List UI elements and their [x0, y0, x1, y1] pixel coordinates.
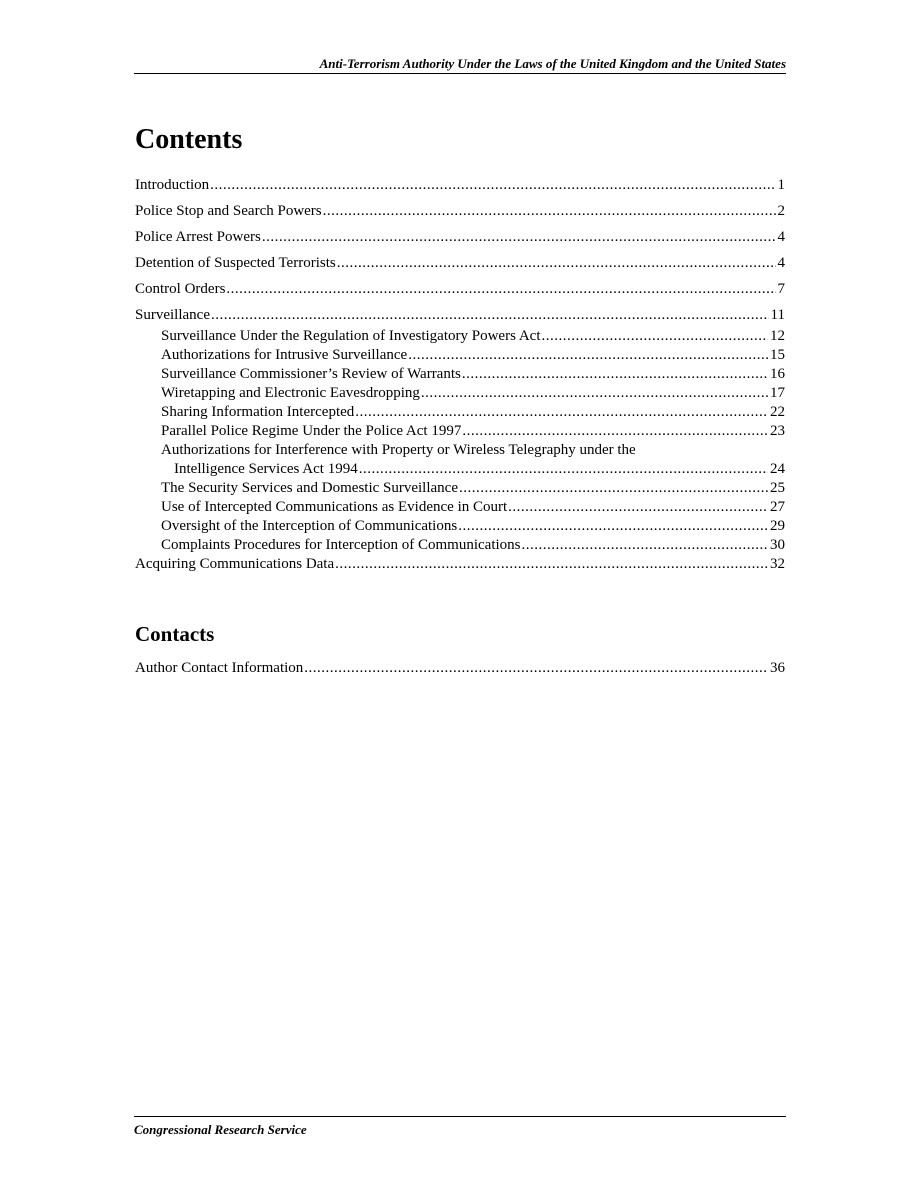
toc-entry-surveillance[interactable] [135, 306, 785, 325]
dot-leader [304, 659, 768, 678]
dot-leader [355, 403, 768, 422]
toc-entry-page: 36 [770, 660, 785, 676]
toc-entry-title: Police Arrest Powers [135, 229, 261, 245]
dot-leader [458, 517, 768, 536]
dot-leader [522, 536, 768, 555]
dot-leader [462, 365, 768, 384]
dot-leader [542, 327, 769, 346]
toc-entry-introduction[interactable] [135, 176, 785, 195]
toc-entry-page: 24 [770, 461, 785, 477]
dot-leader [421, 384, 768, 403]
toc-entry-title: Authorizations for Intrusive Surveillance [161, 347, 408, 363]
toc-subentry-police-act-1997[interactable] [135, 422, 785, 441]
toc-entry-author-contact[interactable] [135, 659, 785, 678]
toc-entry-page: 27 [770, 499, 785, 515]
toc-entry-title: Detention of Suspected Terrorists [135, 255, 336, 271]
toc-entry-page: 7 [777, 281, 785, 297]
table-of-contents [135, 176, 785, 581]
contents-heading: Contents [135, 124, 243, 155]
toc-entry-police-arrest[interactable] [135, 228, 785, 247]
toc-entry-title: Introduction [135, 177, 210, 193]
dot-leader [462, 422, 768, 441]
toc-entry-page: 4 [777, 229, 785, 245]
dot-leader [323, 202, 776, 221]
toc-subentry-evidence-in-court[interactable] [135, 498, 785, 517]
toc-entry-title: Parallel Police Regime Under the Police Act 1997 [161, 423, 462, 439]
dot-leader [335, 555, 768, 574]
dot-leader [337, 254, 776, 273]
toc-entry-page: 17 [770, 385, 785, 401]
toc-entry-page: 22 [770, 404, 785, 420]
toc-subentry-security-services[interactable] [135, 479, 785, 498]
running-header: Anti-Terrorism Authority Under the Laws of the United Kingdom and the United States [134, 54, 786, 74]
toc-entry-page: 4 [777, 255, 785, 271]
dot-leader [359, 460, 768, 479]
toc-entry-detention[interactable] [135, 254, 785, 273]
toc-entry-police-stop-search[interactable] [135, 202, 785, 221]
toc-entry-control-orders[interactable] [135, 280, 785, 299]
contacts-list [135, 659, 785, 685]
toc-subentry-intrusive-surveillance[interactable] [135, 346, 785, 365]
toc-entry-title-line1: Authorizations for Interference with Property or Wireless Telegraphy under the [161, 442, 636, 458]
dot-leader [211, 306, 769, 325]
dot-leader [210, 176, 775, 195]
toc-entry-page: 12 [770, 328, 785, 344]
toc-entry-title-line2-row [161, 460, 785, 479]
page-footer: Congressional Research Service [134, 1116, 786, 1139]
toc-entry-page: 32 [770, 556, 785, 572]
dot-leader [459, 479, 768, 498]
dot-leader [262, 228, 776, 247]
toc-entry-title: Acquiring Communications Data [135, 556, 335, 572]
toc-entry-page: 29 [770, 518, 785, 534]
dot-leader [226, 280, 775, 299]
toc-subentry-complaints[interactable] [135, 536, 785, 555]
toc-subentry-isa-1994[interactable] [135, 441, 785, 479]
toc-entry-title: Oversight of the Interception of Communications [161, 518, 458, 534]
dot-leader [508, 498, 768, 517]
toc-entry-page: 16 [770, 366, 785, 382]
toc-subentry-commissioner-review[interactable] [135, 365, 785, 384]
toc-entry-title: The Security Services and Domestic Surveillance [161, 480, 458, 496]
toc-subentry-oversight[interactable] [135, 517, 785, 536]
toc-entry-title: Surveillance Under the Regulation of Investigatory Powers Act [161, 328, 541, 344]
toc-entry-title-line2: Intelligence Services Act 1994 [174, 461, 358, 477]
toc-entry-title: Control Orders [135, 281, 226, 297]
toc-entry-page: 30 [770, 537, 785, 553]
contacts-heading: Contacts [135, 622, 215, 646]
toc-entry-title: Wiretapping and Electronic Eavesdropping [161, 385, 420, 401]
toc-subentry-ripa[interactable] [135, 327, 785, 346]
toc-entry-title: Surveillance Commissioner’s Review of Warrants [161, 366, 461, 382]
toc-entry-title: Sharing Information Intercepted [161, 404, 355, 420]
toc-entry-page: 25 [770, 480, 785, 496]
toc-entry-page: 11 [770, 307, 785, 323]
toc-subentry-sharing-information[interactable] [135, 403, 785, 422]
toc-entry-title: Use of Intercepted Communications as Evidence in Court [161, 499, 508, 515]
toc-entry-page: 2 [777, 203, 785, 219]
toc-entry-title: Author Contact Information [135, 660, 304, 676]
toc-entry-title: Complaints Procedures for Interception of Communications [161, 537, 521, 553]
toc-entry-page: 23 [770, 423, 785, 439]
toc-entry-communications-data[interactable] [135, 555, 785, 574]
dot-leader [408, 346, 768, 365]
toc-entry-page: 15 [770, 347, 785, 363]
toc-entry-page: 1 [777, 177, 785, 193]
toc-entry-title: Police Stop and Search Powers [135, 203, 322, 219]
toc-entry-title: Surveillance [135, 307, 210, 323]
toc-subentry-wiretapping[interactable] [135, 384, 785, 403]
